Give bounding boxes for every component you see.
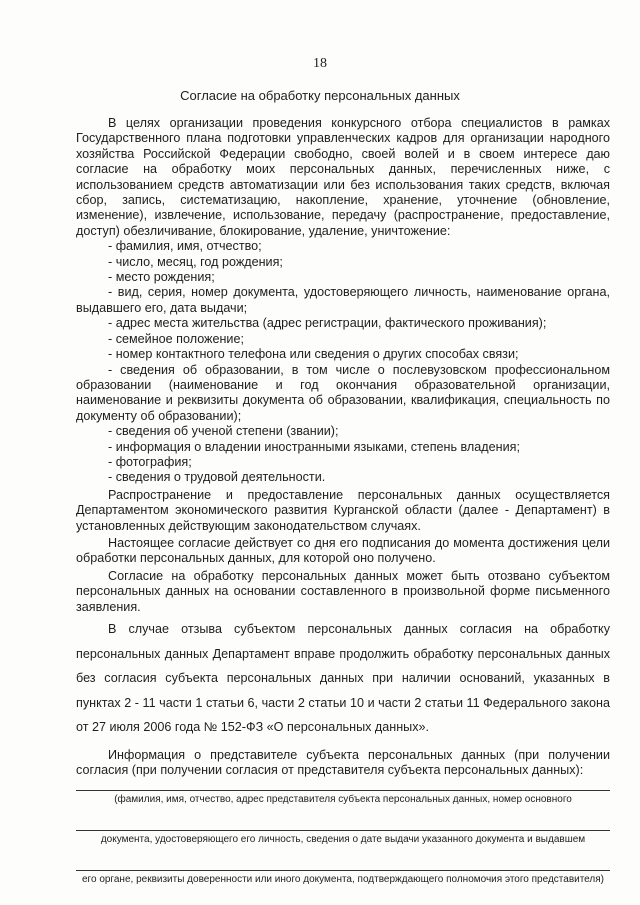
list-item: - семейное положение; <box>108 331 244 346</box>
consent-body <box>76 116 610 886</box>
distribution-paragraph: Распространение и предоставление персональных данных осуществляется Департаментом экономического развития Курганской области (далее - Департамент) в установленных действующим законодательством случаях. <box>76 487 610 533</box>
list-item: - место рождения; <box>108 270 215 285</box>
validity-paragraph: Настоящее согласие действует со дня его подписания до момента достижения цели обработки персональных данных, для которой оно получено. <box>76 535 610 566</box>
representative-paragraph: Информация о представителе субъекта персональных данных (при получении согласия (при получении согласия от представителя субъекта персональных данных): <box>76 747 610 777</box>
representative-fill-line <box>76 858 610 871</box>
representative-fill-line <box>76 818 610 831</box>
representative-caption: документа, удостоверяющего его личность, сведения о дате выдачи указанного документа и выдавшем <box>100 834 586 846</box>
representative-caption: его органе, реквизиты доверенности или иного документа, подтверждающего полномочия этого представителя) <box>81 874 604 886</box>
withdrawal-paragraph: В случае отзыва субъектом персональных данных согласия на обработку персональных данных Департамент вправе продолжить обработку персональных данных без согласия субъекта персональных данных при наличии оснований, указанных в пунктах 2 - 11 части 1 статьи 6, части 2 статьи 10 и части 2 статьи 11 Федерального закона от 27 июля 2006 года № 152-ФЗ «О персональных данных». <box>76 622 610 734</box>
list-item: - фотография; <box>108 454 192 469</box>
list-item: - адрес места жительства (адрес регистрации, фактического проживания); <box>108 316 547 331</box>
representative-caption: (фамилия, имя, отчество, адрес представителя субъекта персональных данных, номер основного <box>114 794 572 806</box>
list-item: - номер контактного телефона или сведения о других способах связи; <box>108 347 519 362</box>
list-item: - вид, серия, номер документа, удостоверяющего личность, наименование органа, выдавшего его, дата выдачи; <box>76 285 610 315</box>
representative-fill-line <box>76 778 610 791</box>
intro-paragraph: В целях организации проведения конкурсного отбора специалистов в рамках Государственного плана подготовки управленческих кадров для организации народного хозяйства Российской Федерации свободно, своей волей и в своем интересе даю согласие на обработку моих персональных данных, перечисленных ниже, с использованием средств автоматизации или без использования таких средств, включая сбор, запись, систематизацию, накопление, хранение, уточнение (обновление, изменение), извлечение, использование, передачу (распространение, предоставление, доступ) обезличивание, блокирование, удаление, уничтожение: <box>76 116 610 238</box>
list-item: - сведения о трудовой деятельности. <box>108 470 326 485</box>
page-title: Согласие на обработку персональных данных <box>180 88 460 103</box>
list-item: - фамилия, имя, отчество; <box>108 239 262 254</box>
revocation-paragraph: Согласие на обработку персональных данных может быть отозвано субъектом персональных данных на основании составленного в произвольной форме письменного заявления. <box>76 568 610 614</box>
page-number: 18 <box>313 56 327 71</box>
list-item: - информация о владении иностранными языками, степень владения; <box>108 439 520 454</box>
list-item: - сведения об ученой степени (звании); <box>108 424 339 439</box>
list-item: - сведения об образовании, в том числе о послевузовском профессиональном образовании (наименование и год окончания образовательной организации, наименование и реквизиты документа об образовании, квалификация, специальность по документу об образовании); <box>76 362 610 423</box>
list-item: - число, месяц, год рождения; <box>108 254 283 269</box>
